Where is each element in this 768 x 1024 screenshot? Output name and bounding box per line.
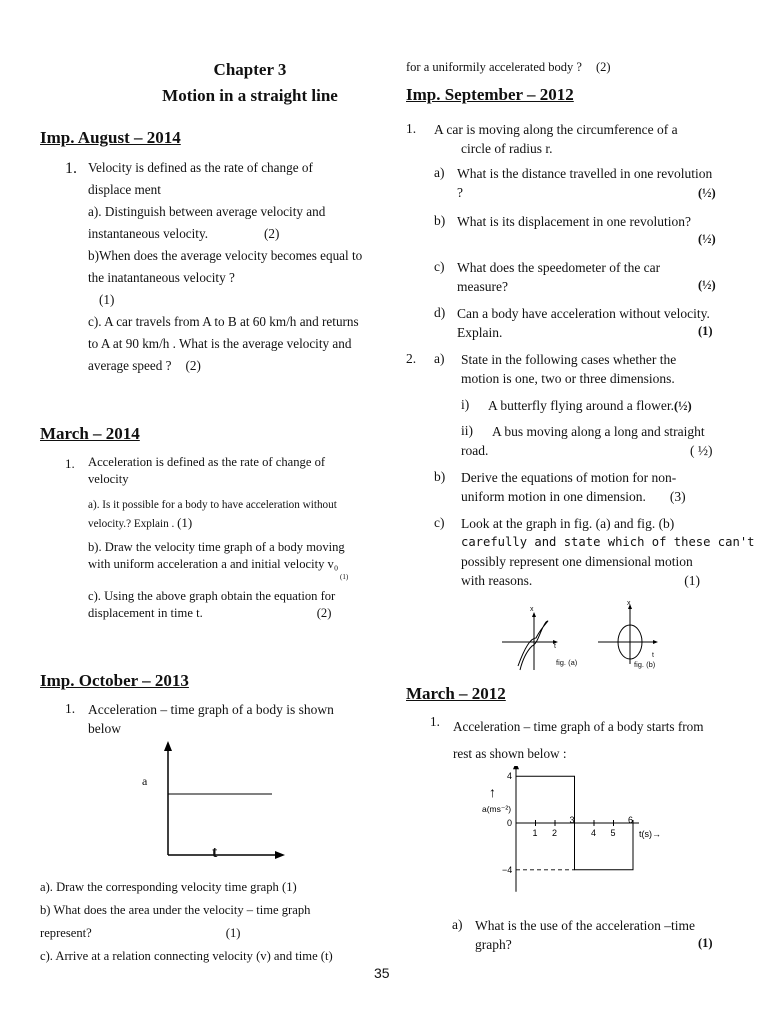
y-tick-label: 4 [507, 771, 513, 782]
text-line: c). A car travels from A to B at 60 km/h and returns [88, 314, 359, 329]
sub-question-b [88, 245, 388, 311]
option-label: a) [452, 917, 463, 932]
fig-a-caption: fig. (a) [556, 658, 578, 667]
text-line: Acceleration – time graph of a body starts from [453, 719, 704, 734]
page-number: 35 [374, 965, 390, 981]
mark: (2) [595, 60, 611, 74]
chart-y-axis-arrow [513, 766, 519, 769]
sub-item-ii-cont: road. [461, 443, 489, 458]
text-line: Acceleration – time graph of a body is shown [88, 702, 334, 717]
option-label: a) [434, 351, 445, 366]
text-line: Velocity is defined as the rate of change of [88, 160, 313, 175]
graph-x-label: t [212, 844, 218, 861]
section-heading-oct-2013: Imp. October – 2013 [40, 671, 189, 690]
mark: ( ½) [690, 443, 713, 458]
text-line: a). Distinguish between average velocity and [88, 204, 326, 219]
mark: (½) [698, 186, 716, 200]
text-line [40, 922, 385, 945]
option-label: ii) [461, 423, 473, 438]
option-label: b) [434, 213, 446, 228]
text-line: the inatantaneous velocity ? [88, 270, 235, 285]
text-line: c). Arrive at a relation connecting velocity (v) and time (t) [40, 949, 333, 963]
x-tick-label: 3 [569, 815, 575, 825]
mark: (2) [316, 606, 332, 620]
fig-b-axis-x-label: x [627, 600, 631, 607]
option-label: c) [434, 515, 445, 530]
acceleration-time-step-chart [476, 766, 696, 926]
text: displacement in time t. [88, 606, 203, 620]
text-line: b) What does the area under the velocity – time graph [40, 903, 311, 917]
text: represent? [40, 926, 92, 940]
text: instantaneous velocity. [88, 226, 209, 241]
x-tick-label: 2 [552, 828, 558, 838]
mark: (1) [698, 936, 713, 950]
question-text [88, 157, 388, 377]
text-line: possibly represent one dimensional motion [461, 554, 693, 569]
mark: (1) [225, 926, 241, 940]
text-line [461, 571, 750, 590]
mark: (1) [684, 573, 700, 588]
text-line [88, 514, 388, 533]
section-heading-aug-2014: Imp. August – 2014 [40, 128, 181, 147]
text-line: A car is moving along the circumference of a [434, 122, 678, 137]
section-heading-march-2014: March – 2014 [40, 424, 140, 443]
option-label: b) [434, 469, 446, 484]
text-line: below [88, 721, 121, 736]
question-text [453, 713, 753, 767]
text-line: Acceleration is defined as the rate of change of [88, 455, 326, 469]
x-tick-label: 6 [628, 815, 634, 825]
sub-question-c [88, 311, 388, 377]
fig-a-curve [518, 621, 548, 670]
mark: (½) [673, 399, 692, 413]
text-line: Look at the graph in fig. (a) and fig. (b) [461, 516, 675, 531]
text-line: What is the distance travelled in one revolution [457, 166, 713, 181]
chart-y-tick-labels [502, 771, 512, 875]
text-line: motion is one, two or three dimensions. [461, 371, 675, 386]
text-line: What is the use of the acceleration –time [475, 918, 696, 933]
text-line: graph? [475, 937, 512, 952]
text-line: What does the speedometer of the car [457, 260, 661, 275]
text-line: a). Draw the corresponding velocity time graph (1) [40, 880, 297, 894]
fig-b-axis-t-label: t [652, 652, 654, 659]
text-line: a). Is it possible for a body to have acceleration without [88, 499, 337, 511]
mark: (½) [698, 232, 716, 246]
chart-x-tick-labels [533, 815, 634, 838]
mark: (½) [698, 278, 716, 292]
text-line: to A at 90 km/h . What is the average velocity and [88, 336, 352, 351]
mark: (1) [340, 573, 349, 581]
text-line: Explain. [457, 325, 503, 340]
chart-y-label: a(ms⁻²) [482, 804, 512, 814]
text-line: carefully and state which of these can't [461, 535, 755, 549]
mark: (2) [185, 358, 201, 373]
x-tick-label: 5 [610, 828, 616, 838]
section-heading-sep-2012: Imp. September – 2012 [406, 85, 574, 104]
question-text [88, 700, 384, 738]
text-line: b)When does the average velocity becomes equal to [88, 248, 363, 263]
sub-item-ii: A bus moving along a long and straight [492, 424, 705, 439]
text-line [88, 355, 388, 377]
mark: (1) [177, 515, 193, 530]
text-line: velocity [88, 472, 129, 486]
text-line: Can a body have acceleration without velocity. [457, 306, 710, 321]
mark: (1) [698, 324, 713, 338]
x-tick-label: 4 [591, 828, 597, 838]
continued-line [406, 60, 611, 75]
graph-y-label: a [142, 774, 148, 788]
text: for a uniformily accelerated body ? [406, 60, 582, 74]
x-axis-arrow [275, 851, 285, 859]
chart-x-label: t(s)→ [639, 829, 661, 839]
text: with reasons. [461, 573, 533, 588]
question-number: 1. [430, 714, 440, 729]
x-tick-label: 1 [532, 828, 538, 838]
y-tick-label: 0 [507, 818, 513, 828]
text-line: with uniform acceleration a and initial velocity v₀ [88, 557, 339, 571]
option-label: a) [434, 165, 445, 180]
sub-question-a [88, 201, 388, 245]
question-text [434, 120, 750, 158]
text: velocity.? Explain . [88, 518, 175, 530]
fig-a-axis-t-label: t [554, 643, 556, 650]
text: average speed ? [88, 358, 172, 373]
sub-item-i [488, 396, 758, 416]
text: uniform motion in one dimension. [461, 489, 646, 504]
text-line: c). Using the above graph obtain the equation for [88, 589, 336, 603]
text-line: rest as shown below : [453, 746, 567, 761]
text-line: measure? [457, 279, 508, 294]
text: A butterfly flying around a flower. [488, 398, 674, 413]
sub-question-a [461, 350, 750, 388]
sub-question-b: What is its displacement in one revolution? [457, 214, 691, 229]
chapter-title: Motion in a straight line [162, 86, 338, 105]
fig-b-graph [586, 598, 666, 668]
chapter-number: Chapter 3 [213, 60, 287, 79]
text-line: State in the following cases whether the [461, 352, 677, 367]
option-label: d) [434, 305, 446, 320]
text-line: Derive the equations of motion for non- [461, 470, 677, 485]
mark: (1) [99, 292, 115, 307]
text-line [88, 605, 388, 622]
text-line: displace ment [88, 182, 161, 197]
text-line [88, 223, 388, 245]
section-heading-march-2012: March – 2012 [406, 684, 506, 703]
text-line: b). Draw the velocity time graph of a body moving [88, 540, 345, 554]
text-line: circle of radius r. [461, 141, 553, 156]
question-number: 1. [65, 701, 76, 716]
fig-b-t-arrow [653, 640, 658, 644]
fig-b-caption: fig. (b) [634, 660, 656, 669]
text-line [461, 487, 750, 506]
y-tick-label: −4 [502, 864, 513, 875]
question-number: 1. [406, 121, 417, 136]
option-label: c) [434, 259, 445, 274]
option-label: i) [461, 397, 470, 412]
sub-question-c [461, 514, 755, 590]
chart-y-label-arrow: ↑ [489, 784, 496, 800]
mark: (2) [264, 226, 280, 241]
text-line: ? [457, 185, 463, 200]
question-number: 2. [406, 351, 417, 366]
y-axis-arrow [164, 741, 172, 751]
question-text [88, 454, 388, 622]
sub-question-b [461, 468, 750, 506]
mark: (3) [669, 489, 686, 504]
question-number: 1. [65, 456, 75, 471]
fig-a-axis-x-label: x [530, 606, 534, 613]
question-number: 1. [65, 160, 77, 177]
october-subquestions [40, 876, 385, 968]
